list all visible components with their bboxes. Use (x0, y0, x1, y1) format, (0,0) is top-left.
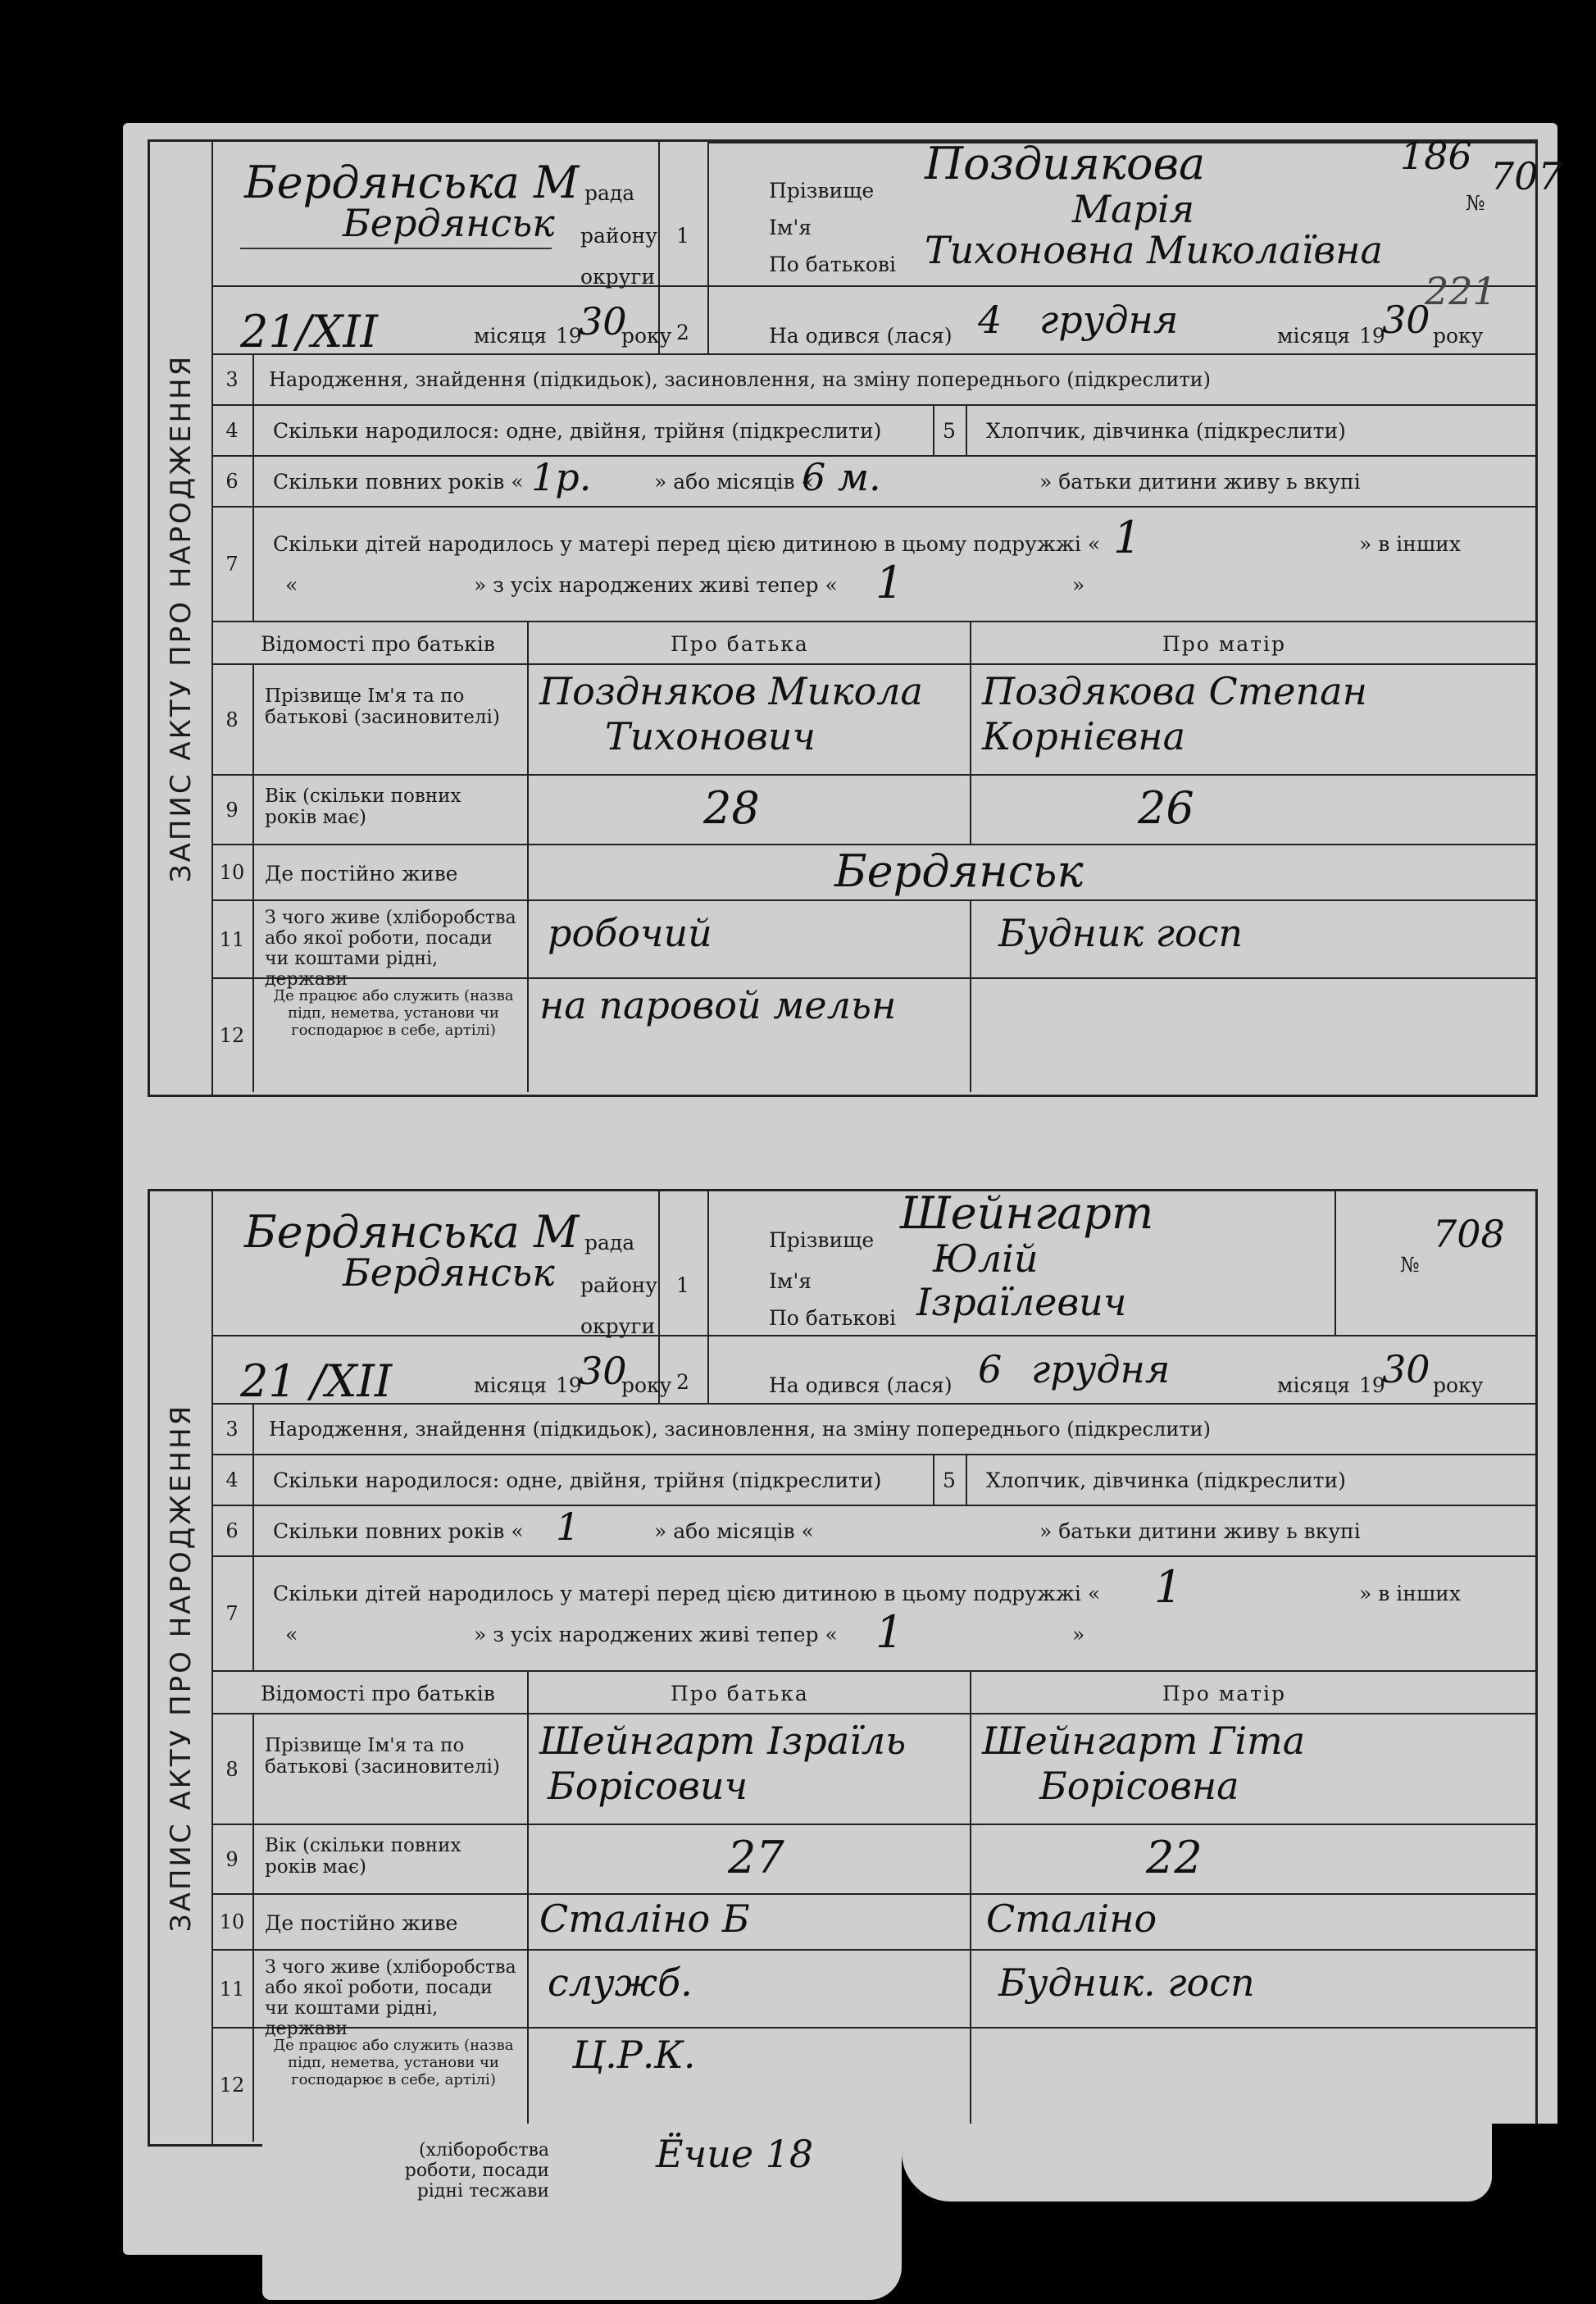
father-residence: Сталіно Б (539, 1896, 750, 1941)
row-12: 12 Де працює або служить (назва підп, неметва, установи чи господарює в себе, артілі) Ц.Р.К. (211, 2029, 1535, 2142)
okrugy-label: округи (580, 265, 656, 289)
row-12: 12 Де працює або служить (назва підп, неметва, установи чи господарює в себе, артілі) на паровой мельн (211, 979, 1535, 1092)
residence: Бердянськ (834, 845, 1084, 897)
children-before: 1 (1113, 512, 1142, 563)
row-9: 9 Вік (скільки повних років має) 27 22 (211, 1825, 1535, 1895)
row-6: 6 Скільки повних років « 1 » або місяців « » батьки дитини живу ь вкупі (211, 1506, 1535, 1557)
child-patronymic: Тихоновна Миколаївна (925, 228, 1383, 272)
record-sidebar (150, 142, 213, 1095)
side-title: ЗАПИС АКТУ ПРО НАРОДЖЕННЯ (164, 353, 198, 883)
child-surname: Шейнгарт (900, 1187, 1154, 1239)
rada-label: рада (584, 181, 635, 205)
reg-date: 21/XII (240, 306, 379, 357)
father-workplace: на паровой мельн (539, 983, 897, 1027)
raion-label: району (580, 224, 657, 248)
child-surname: Поздиякова (925, 138, 1206, 189)
record-number: 708 (1433, 1212, 1505, 1256)
record-sidebar (150, 1191, 213, 2144)
reg-date: 21 /XII (240, 1355, 393, 1407)
years-together: 1р. (531, 455, 592, 499)
months-together: 6 м. (802, 455, 881, 499)
child-name: Марія (1072, 187, 1195, 231)
birth-label: На одився (лася) (769, 324, 953, 348)
birth-record-707 (148, 134, 1562, 1097)
torn-edge (262, 2124, 1574, 2304)
row-9: 9 Вік (скільки повних років має) 28 26 (211, 776, 1535, 845)
birth-record-708 (148, 1189, 1538, 2147)
birth-day: 6 (978, 1347, 1003, 1391)
father-name: Шейнгарт Ізраїль (539, 1719, 907, 1763)
father-age: 27 (728, 1832, 784, 1883)
row-7: 7 Скільки дітей народилось у матері перед цією дитиною в цьому подружжі « 1 » в інших « » з усіх народжених живі тепер « 1 » (211, 1557, 1535, 1672)
mother-residence: Сталіно (986, 1896, 1157, 1941)
side-title: ЗАПИС АКТУ ПРО НАРОДЖЕННЯ (164, 1403, 198, 1933)
header-block: Бердянська М рада Бердянськ району округи 21/XII місяця 19 30 року 1 2 Прізвище Поздиякова Ім'я Марія По батькові Тихоновна Миколаївна 186 № 707 221 На одився (лася) 4 грудня місяця 19 30 року (211, 142, 1535, 355)
month-label: місяця (474, 324, 548, 348)
name-label: Ім'я (769, 216, 812, 239)
father-patronymic: Борісович (548, 1764, 748, 1808)
birth-day: 4 (978, 298, 1003, 342)
parents-header: Відомості про батьків Про батька Про матір (211, 622, 1535, 665)
mother-patronymic: Борісовна (1039, 1764, 1239, 1808)
father-work: робочий (548, 911, 712, 955)
row-10: 10 Де постійно живе Сталіно Б Сталіно (211, 1895, 1535, 1951)
birth-year: 30 (1382, 1347, 1430, 1391)
birth-month: грудня (1031, 1347, 1171, 1391)
father-patronymic: Тихонович (605, 714, 816, 758)
mother-age: 22 (1146, 1832, 1203, 1883)
surname-label: Прізвище (769, 179, 875, 203)
father-workplace: Ц.Р.К. (572, 2033, 696, 2077)
mother-work: Будник госп (998, 911, 1243, 955)
father-age: 28 (703, 782, 760, 834)
patronymic-label: По батькові (769, 253, 896, 276)
father-work: служб. (548, 1960, 693, 2005)
correction-number: 221 (1425, 269, 1497, 313)
year-label: року (621, 324, 672, 348)
record-prefix: 186 (1400, 134, 1472, 178)
mother-age: 26 (1138, 782, 1194, 834)
children-before: 1 (1154, 1561, 1183, 1613)
years-together: 1 (556, 1505, 580, 1549)
row-4-5: 4 Скільки народилося: одне, двійня, трійня (підкреслити) 5 Хлопчик, дівчинка (підкреслити) (211, 1455, 1535, 1506)
parents-header: Відомості про батьків Про батька Про матір (211, 1672, 1535, 1714)
torn-printed-text: (хліборобства роботи, посади рідні тесжави (404, 2140, 549, 2202)
raion-value: Бердянськ (343, 201, 555, 245)
children-alive: 1 (875, 1606, 904, 1658)
row-3: 3 Народження, знайдення (підкидьок), засиновлення, на зміну попереднього (підкреслити) (211, 1405, 1535, 1455)
document-page (123, 123, 1562, 2255)
raion-value: Бердянськ (343, 1250, 555, 1295)
rada-value: Бердянська М (244, 157, 580, 208)
mother-work: Будник. госп (998, 1960, 1255, 2005)
reg-year: 30 (579, 1349, 627, 1393)
row-8: 8 Прізвище Ім'я та по батькові (засиновителі) Шейнгарт Ізраїль Борісович Шейнгарт Гіта Борісовна (211, 1714, 1535, 1825)
header-block: Бердянська М рада Бердянськ району округи 21 /XII місяця 19 30 року 1 2 Прізвище Шейнгарт Ім'я Юлій По батькові Ізраїлевич № 708 На одився (лася) 6 грудня місяця 19 30 року (211, 1191, 1535, 1405)
row-11: 11 З чого живе (хліборобства або якої роботи, посади чи коштами рідні, держави робочий Будник госп (211, 901, 1535, 979)
mother-name: Поздякова Степан (982, 669, 1367, 713)
row-8: 8 Прізвище Ім'я та по батькові (засиновителі) Поздняков Микола Тихонович Поздякова Степан Корнієвна (211, 665, 1535, 776)
child-name: Юлій (933, 1236, 1039, 1281)
father-name: Поздняков Микола (539, 669, 923, 713)
mother-patronymic: Корнієвна (982, 714, 1186, 758)
birth-month: грудня (1039, 298, 1179, 342)
record-number: 707 (1490, 154, 1562, 198)
row-10: 10 Де постійно живе Бердянськ (211, 845, 1535, 901)
row-6: 6 Скільки повних років « 1р. » або місяців « 6 м. » батьки дитини живу ь вкупі (211, 457, 1535, 508)
row-3: 3 Народження, знайдення (підкидьок), засиновлення, на зміну попереднього (підкреслити) (211, 355, 1535, 406)
torn-handwriting: Ёчие 18 (656, 2132, 814, 2176)
row-11: 11 З чого живе (хліборобства або якої роботи, посади чи коштами рідні, держави служб. Будник. госп (211, 1951, 1535, 2029)
row-4-5: 4 Скільки народилося: одне, двійня, трійня (підкреслити) 5 Хлопчик, дівчинка (підкреслити) (211, 406, 1535, 457)
child-patronymic: Ізраїлевич (916, 1280, 1127, 1324)
reg-year: 30 (579, 299, 627, 344)
birth-year: 30 (1382, 298, 1430, 342)
row-7: 7 Скільки дітей народилось у матері перед цією дитиною в цьому подружжі « 1 » в інших « » з усіх народжених живі тепер « 1 » (211, 508, 1535, 622)
mother-name: Шейнгарт Гіта (982, 1719, 1306, 1763)
rada-value: Бердянська М (244, 1206, 580, 1258)
children-alive: 1 (875, 557, 904, 608)
number-label: № (1466, 191, 1485, 215)
